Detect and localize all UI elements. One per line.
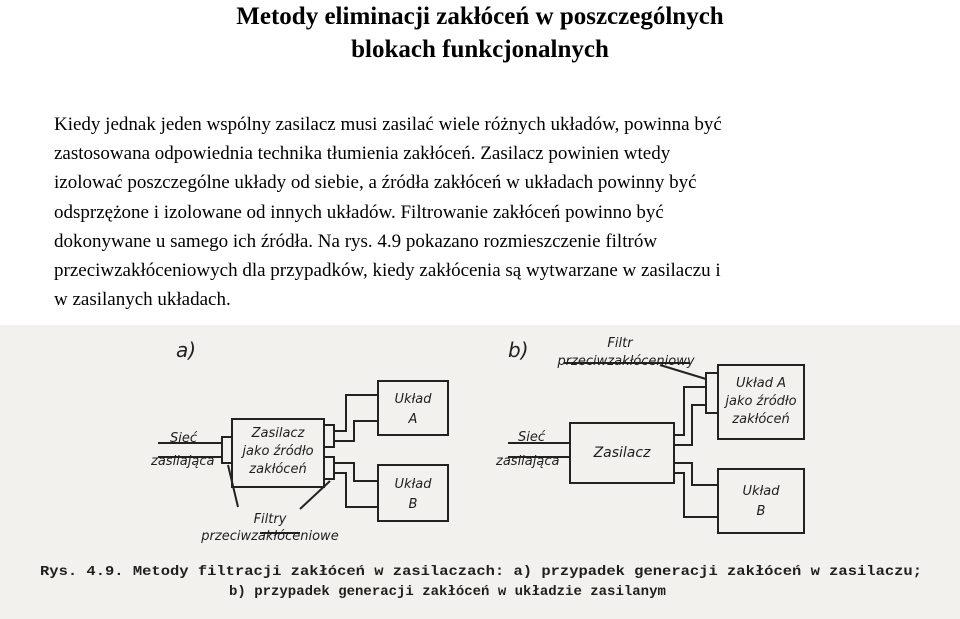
b-uklad-B: [718, 469, 804, 533]
a-filtr-line-1: Filtry: [253, 512, 287, 527]
label-b: b): [508, 338, 529, 362]
b-filtr-line-1: Filtr: [607, 336, 633, 351]
a-zasilacz-line-3: zakłóceń: [249, 462, 307, 477]
a-zasilacz-line-2: jako źródło: [242, 444, 314, 459]
a-uklad-B-line-2: B: [408, 497, 418, 512]
b-uklad-B-line-2: B: [756, 504, 766, 519]
paragraph-line: dokonywane u samego ich źródła. Na rys. 4.9 pokazano rozmieszczenie filtrów: [54, 230, 658, 252]
a-filter-bottom: [324, 457, 334, 479]
a-uklad-B: [378, 465, 448, 521]
a-filter-input: [222, 437, 232, 463]
a-uklad-B-line-1: Układ: [394, 477, 432, 492]
b-uklad-A-line-1: Układ A: [735, 376, 787, 391]
paragraph-line: Kiedy jednak jeden wspólny zasilacz musi zasilać wiele różnych układów, powinna być: [54, 114, 722, 135]
a-line-to-B-2: [334, 473, 378, 507]
a-line-to-A-1: [334, 395, 378, 431]
a-uklad-A-line-2: A: [408, 412, 418, 427]
a-filtr-line-2: przeciwzakłóceniowe: [201, 529, 339, 544]
b-line-to-B-2: [674, 473, 718, 517]
b-filter-A: [706, 373, 718, 413]
a-siec-line-2: zasilająca: [151, 454, 215, 469]
title-line-2: blokach funkcjonalnych: [351, 36, 609, 63]
a-siec-line-1: Sieć: [170, 431, 198, 446]
b-line-to-A-1: [674, 387, 706, 435]
a-filter-pointer-2: [300, 481, 330, 509]
b-filtr-line-2: przeciwzakłóceniowy: [557, 354, 695, 369]
page-title: [0, 0, 960, 66]
b-siec-line-2: zasilająca: [496, 454, 560, 469]
label-a: a): [176, 338, 197, 362]
title-line-1: Metody eliminacji zakłóceń w poszczególnych: [236, 3, 724, 30]
a-zasilacz-line-1: Zasilacz: [251, 426, 305, 441]
body-paragraph: [54, 110, 934, 314]
figure-caption-line-2: b) przypadek generacji zakłóceń w układzie zasilanym: [229, 584, 666, 600]
b-siec-line-1: Sieć: [518, 430, 546, 445]
a-filter-top: [324, 425, 334, 447]
paragraph-line: odsprzężone i izolowane od innych układów. Filtrowanie zakłóceń powinno być: [54, 201, 664, 223]
a-uklad-A-line-1: Układ: [394, 392, 432, 407]
paragraph-line: przeciwzakłóceniowych dla przypadków, kiedy zakłócenia są wytwarzane w zasilaczu i: [54, 260, 721, 282]
paragraph-line: w zasilanych układach.: [54, 289, 231, 311]
b-line-to-A-2: [674, 405, 706, 445]
figure-diagram: [0, 325, 960, 619]
b-zasilacz-label: Zasilacz: [593, 445, 651, 461]
paragraph-line: zastosowana odpowiednia technika tłumienia zakłóceń. Zasilacz powinien wtedy: [54, 143, 671, 165]
paragraph-line: izolować poszczególne układy od siebie, a źródła zakłóceń w układach powinny być: [54, 172, 697, 194]
figure-4-9: [0, 325, 960, 619]
b-uklad-B-line-1: Układ: [742, 484, 780, 499]
b-uklad-A-line-2: jako źródło: [725, 394, 797, 409]
figure-caption-line-1: Rys. 4.9. Metody filtracji zakłóceń w zasilaczach: a) przypadek generacji zakłóceń w zasilaczu;: [40, 564, 922, 580]
b-uklad-A-line-3: zakłóceń: [732, 412, 790, 427]
